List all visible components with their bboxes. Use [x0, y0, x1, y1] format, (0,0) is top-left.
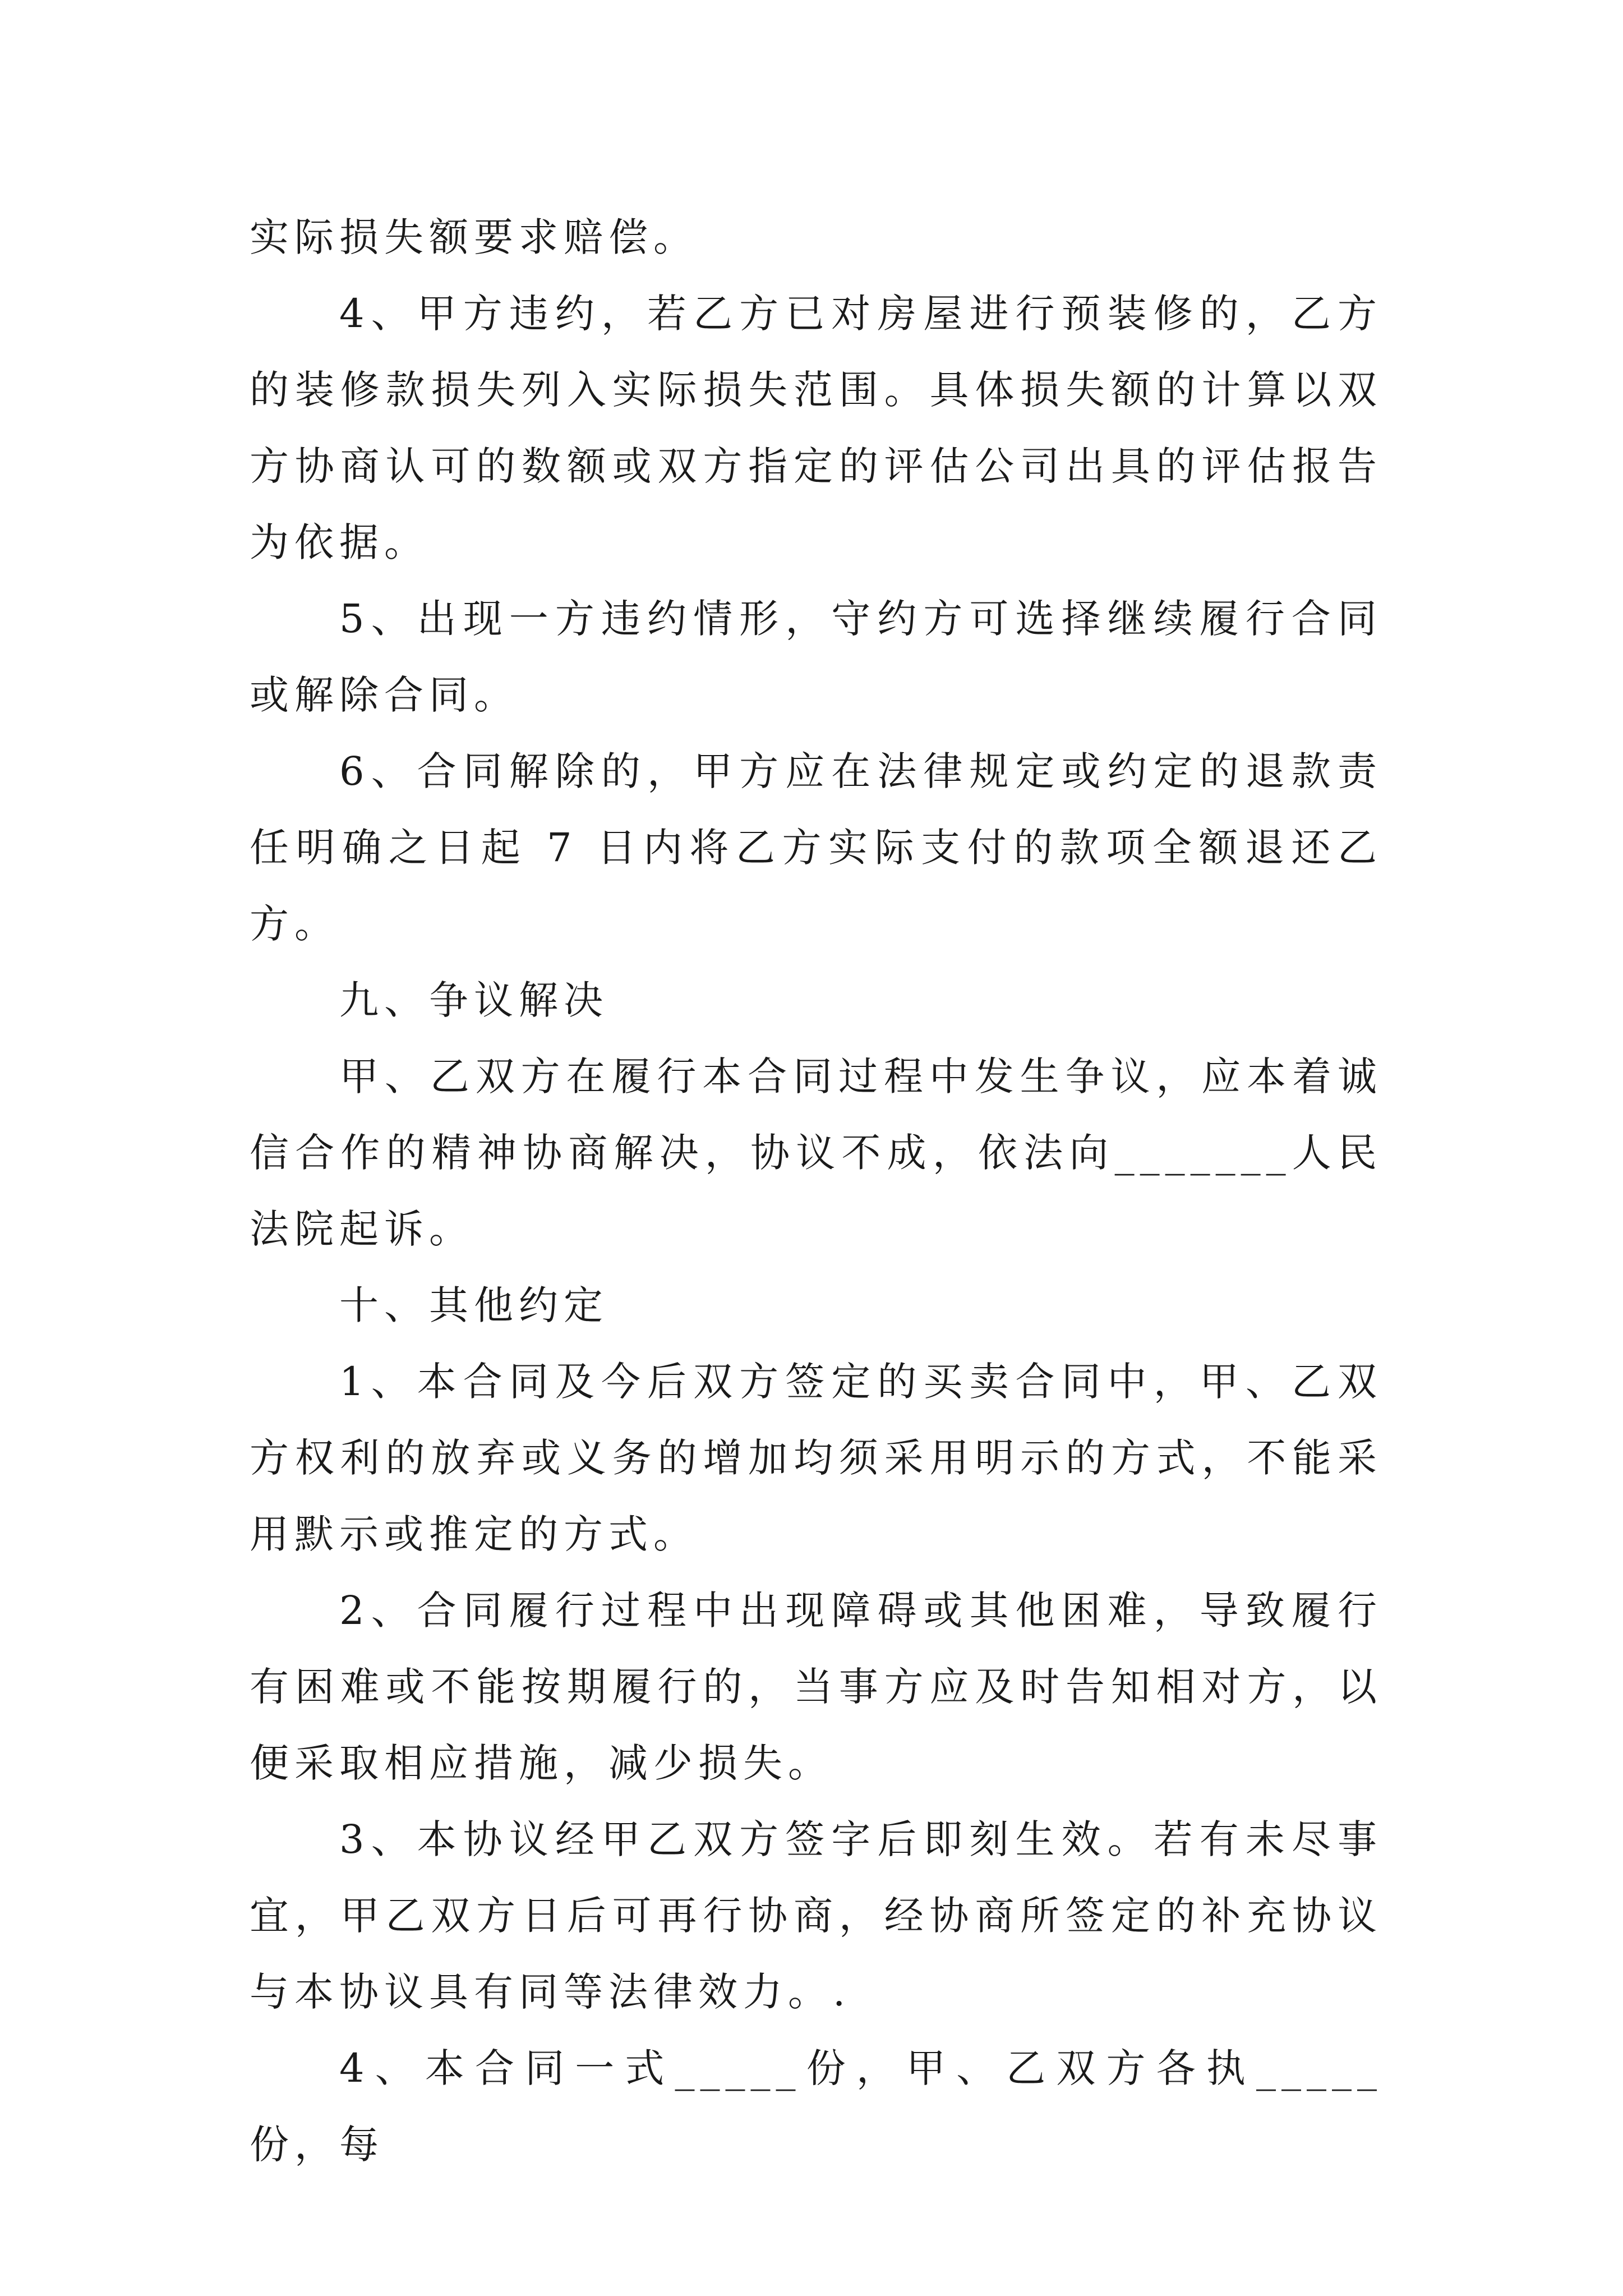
paragraph-other-clause-1: 1、本合同及今后双方签定的买卖合同中，甲、乙双方权利的放弃或义务的增加均须采用明示的方式，不能采用默示或推定的方式。 — [250, 1359, 1382, 1557]
paragraph-other-clause-3: 3、本协议经甲乙双方签字后即刻生效。若有未尽事宜，甲乙双方日后可再行协商，经协商所签定的补充协议与本协议具有同等法律效力。. — [250, 1816, 1382, 2015]
paragraph-clause-4-renovation-loss: 4、甲方违约，若乙方已对房屋进行预装修的，乙方的装修款损失列入实际损失范围。具体损失额的计算以双方协商认可的数额或双方指定的评估公司出具的评估报告为依据。 — [250, 291, 1382, 565]
paragraph-other-clause-4: 4、本合同一式_____份，甲、乙双方各执_____份，每 — [250, 2045, 1382, 2168]
paragraph-dispute-resolution: 甲、乙双方在履行本合同过程中发生争议，应本着诚信合作的精神协商解决，协议不成，依法向_______人民法院起诉。 — [250, 1053, 1382, 1252]
paragraph-clause-5-breach-options: 5、出现一方违约情形，守约方可选择继续履行合同或解除合同。 — [250, 596, 1382, 718]
section-heading-dispute-resolution: 九、争议解决 — [339, 977, 608, 1023]
paragraph-damages-end: 实际损失额要求赔偿。 — [250, 214, 698, 260]
section-heading-other-terms: 十、其他约定 — [339, 1282, 608, 1328]
paragraph-clause-6-refund: 6、合同解除的，甲方应在法律规定或约定的退款责任明确之日起 7 日内将乙方实际支付的款项全额退还乙方。 — [250, 748, 1382, 947]
paragraph-other-clause-2: 2、合同履行过程中出现障碍或其他困难，导致履行有困难或不能按期履行的，当事方应及时告知相对方，以便采取相应措施，减少损失。 — [250, 1588, 1382, 1786]
document-body — [250, 199, 1382, 2183]
